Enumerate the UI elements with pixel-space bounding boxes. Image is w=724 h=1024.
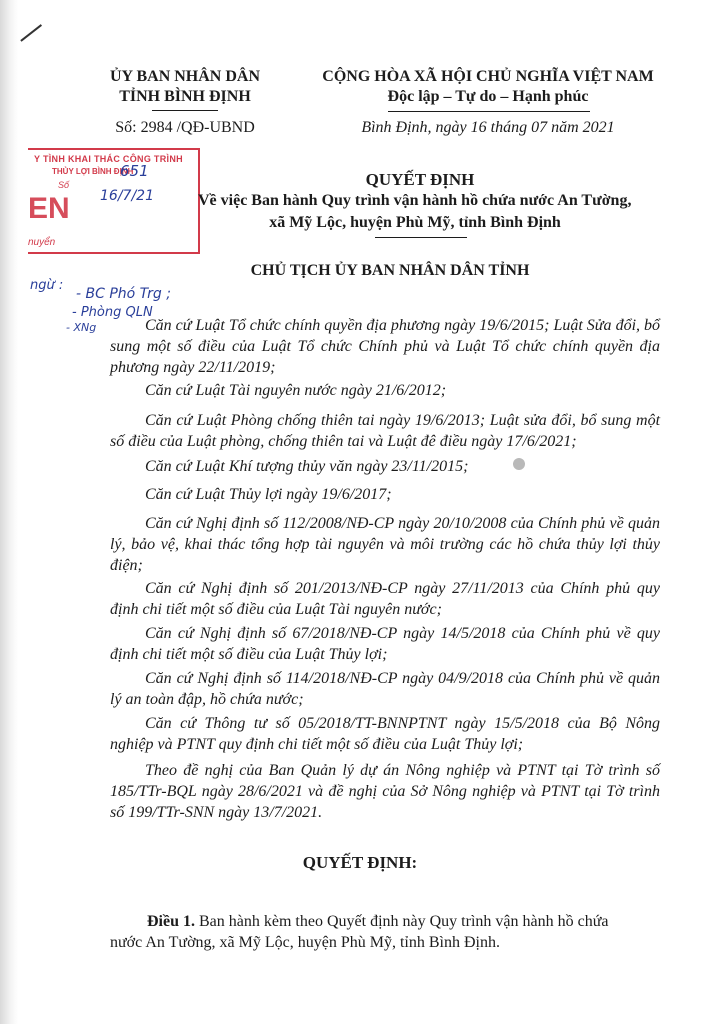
preamble-text-cont: số 185/TTr-BQL ngày 28/6/2021 và đề nghị của Sở Nông nghiệp và PTNT tại Tờ trình số 199/TTr-SNN ngày 13/7/2021. (110, 762, 661, 821)
stamp-org-line2: THỦY LỢI BÌNH ĐỊNH (52, 167, 134, 176)
handwritten-note-1: ngừ : (30, 278, 64, 293)
scan-edge-shadow (0, 0, 18, 1024)
preamble-paragraph (110, 410, 660, 452)
handwritten-note-4: - XNg (66, 321, 97, 334)
preamble-paragraph (110, 760, 660, 823)
stamp-transfer-label: nuyển (28, 237, 56, 248)
preamble-text: Căn cứ Nghị định số 114/2018/NĐ-CP ngày 04/9/2018 của Chính phủ về (145, 670, 624, 687)
preamble-paragraph (110, 380, 660, 401)
preamble-text: Căn cứ Nghị định số 67/2018/NĐ-CP ngày 14/5/2018 của Chính phủ về (145, 625, 631, 642)
article-1-label: Điều 1. (147, 913, 195, 930)
preamble-text-cont: quy định chi tiết một số điều của Luật Tài nguyên nước; (110, 580, 661, 618)
agency-name: ỦY BAN NHÂN DÂN (109, 68, 261, 85)
preamble-paragraph (110, 513, 660, 576)
preamble-text-cont: đổi, bổ sung một số điều của Luật Tổ chức Chính phủ và Luật Tổ chức chính quyền địa phương ngày 22/11/2019; (110, 317, 661, 376)
handwritten-note-3: - Phòng QLN (72, 305, 153, 320)
preamble-text: Theo đề nghị của Ban Quản lý dự án Nông nghiệp và PTNT tại Tờ trình (145, 762, 640, 779)
preamble-text: Căn cứ Luật Phòng chống thiên tai ngày 19/6/2013; Luật sửa đổi, bổ sung (145, 412, 632, 429)
stamp-number-label: Số (58, 180, 70, 190)
preamble-paragraph (110, 623, 660, 665)
article-1-text: Ban hành kèm theo Quyết định này Quy trình vận hành hồ chứa (195, 913, 609, 930)
preamble-text: Căn cứ Luật Tổ chức chính quyền địa phương ngày 19/6/2015; Luật Sửa (145, 317, 612, 334)
subject-underline (375, 237, 467, 238)
preamble-text: Căn cứ Nghị định số 112/2008/NĐ-CP ngày 20/10/2008 của Chính phủ về (145, 515, 624, 532)
preamble-text: Căn cứ Luật Tài nguyên nước ngày 21/6/2012; (145, 382, 447, 399)
decision-subject-line2: xã Mỹ Lộc, huyện Phù Mỹ, tỉnh Bình Định (269, 214, 561, 231)
issuing-authority: CHỦ TỊCH ỦY BAN NHÂN DÂN TỈNH (250, 262, 530, 279)
preamble-paragraph (110, 484, 660, 505)
preamble-text-cont: quản lý, bảo vệ, khai thác tổng hợp tài nguyên và môi trường các hồ chứa thủy lợi thủy điện; (110, 515, 661, 574)
preamble-text: Căn cứ Luật Thủy lợi ngày 19/6/2017; (145, 486, 392, 503)
decision-subject-line1: Về việc Ban hành Quy trình vận hành hồ chứa nước An Tường, (198, 192, 632, 209)
preamble-text: Căn cứ Thông tư số 05/2018/TT-BNNPTNT ngày 15/5/2018 của Bộ Nông (145, 715, 660, 732)
national-motto: Độc lập – Tự do – Hạnh phúc (387, 88, 589, 105)
preamble-text: Căn cứ Luật Khí tượng thủy văn ngày 23/11/2015; (145, 458, 469, 475)
stamp-number-handwritten: 651 (120, 162, 149, 180)
handwritten-note-2: - BC Phó Trg ; (76, 286, 171, 302)
agency-province: TỈNH BÌNH ĐỊNH (119, 88, 251, 105)
stamp-large-text: EN (28, 192, 70, 225)
preamble-paragraph (110, 578, 660, 620)
place-and-date: Bình Định, ngày 16 tháng 07 năm 2021 (361, 119, 615, 136)
preamble-paragraph (110, 668, 660, 710)
preamble-text-cont: quản lý an toàn đập, hồ chứa nước; (110, 670, 660, 708)
article-1-line1 (147, 913, 608, 931)
preamble-text-cont: quy định chi tiết một số điều của Luật Thủy lợi; (110, 625, 660, 663)
scan-mark (20, 24, 41, 41)
preamble-paragraph (110, 713, 660, 755)
motto-underline (388, 111, 590, 112)
preamble-text: Căn cứ Nghị định số 201/2013/NĐ-CP ngày 27/11/2013 của Chính phủ (145, 580, 631, 597)
scan-smudge (513, 458, 525, 470)
stamp-date-handwritten: 16/7/21 (100, 188, 154, 204)
stamp-org-line1: Y TÌNH KHAI THÁC CÔNG TRÌNH (34, 154, 183, 164)
country-name: CỘNG HÒA XÃ HỘI CHỦ NGHĨA VIỆT NAM (322, 68, 654, 85)
article-1-line2: nước An Tường, xã Mỹ Lộc, huyện Phù Mỹ, tỉnh Bình Định. (110, 934, 500, 951)
decision-heading: QUYẾT ĐỊNH: (302, 853, 418, 872)
preamble-paragraph (110, 456, 660, 477)
preamble-text-cont: nghiệp và PTNT quy định chi tiết một số điều của Luật Thủy lợi; (110, 736, 524, 753)
decision-title: QUYẾT ĐỊNH (365, 170, 475, 189)
preamble-text-cont: một số điều của Luật phòng, chống thiên tai và Luật đê điều ngày 17/6/2021; (110, 412, 661, 450)
agency-underline (152, 110, 218, 111)
preamble-paragraph (110, 315, 660, 378)
document-number: Số: 2984 /QĐ-UBND (115, 119, 255, 136)
